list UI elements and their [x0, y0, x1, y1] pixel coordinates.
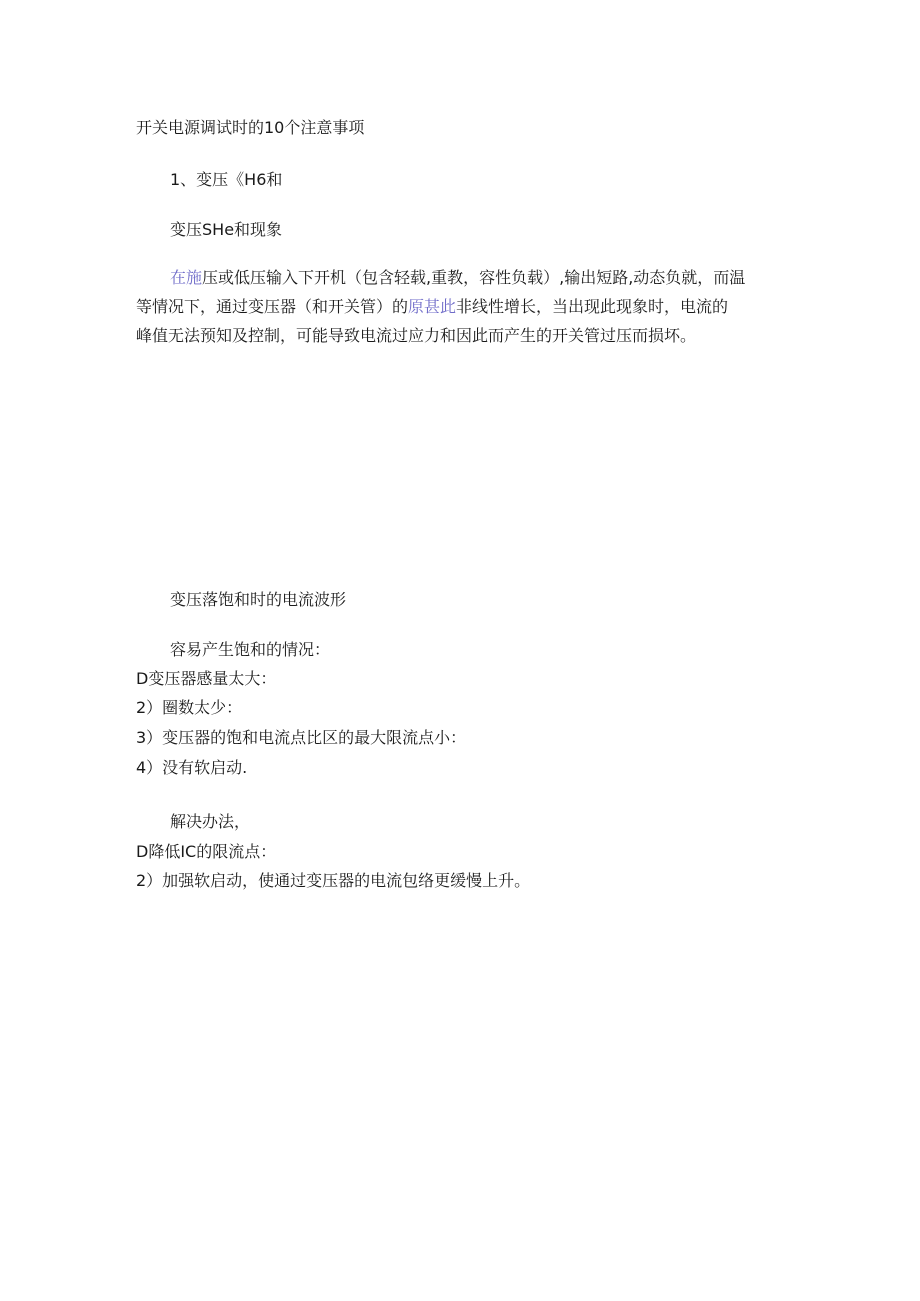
paragraph-text: 压或低压输入下开机（包含轻载,重教，容性负载）,输出短路,动态负就，而温 [202, 268, 746, 287]
list-item: 2）加强软启动，使通过变压器的电流包络更缓慢上升。 [136, 871, 531, 890]
list-item: D变压器感量太大： [136, 669, 277, 688]
paragraph-text: 非线性增长，当出现此现象时，电流的 [456, 297, 729, 316]
solutions-intro: 解决办法， [170, 812, 251, 831]
paragraph-line-3: 峰值无法预知及控制，可能导致电流过应力和因此而产生的开关管过压而损坏。 [136, 326, 697, 345]
document-title: 开关电源调试时的10个注意事项 [136, 118, 365, 137]
section-heading: 1、变压《H6和 [170, 170, 283, 189]
paragraph-line-2 [136, 292, 786, 321]
inline-link[interactable]: 原甚此 [408, 297, 457, 316]
causes-intro: 容易产生饱和的情况： [170, 640, 331, 659]
paragraph-line-1 [136, 263, 786, 292]
paragraph-text: 等情况下，通过变压器（和开关管）的 [136, 297, 409, 316]
subheading: 变压SHe和现象 [170, 220, 283, 239]
list-item: 4）没有软启动. [136, 758, 248, 777]
inline-link[interactable]: 在施 [170, 268, 203, 287]
body-paragraph [136, 263, 786, 350]
list-item: 2）圈数太少： [136, 698, 243, 717]
list-item: D降低IC的限流点： [136, 842, 277, 861]
list-item: 3）变压器的饱和电流点比区的最大限流点小： [136, 728, 467, 747]
figure-caption: 变压落饱和时的电流波形 [170, 590, 347, 609]
